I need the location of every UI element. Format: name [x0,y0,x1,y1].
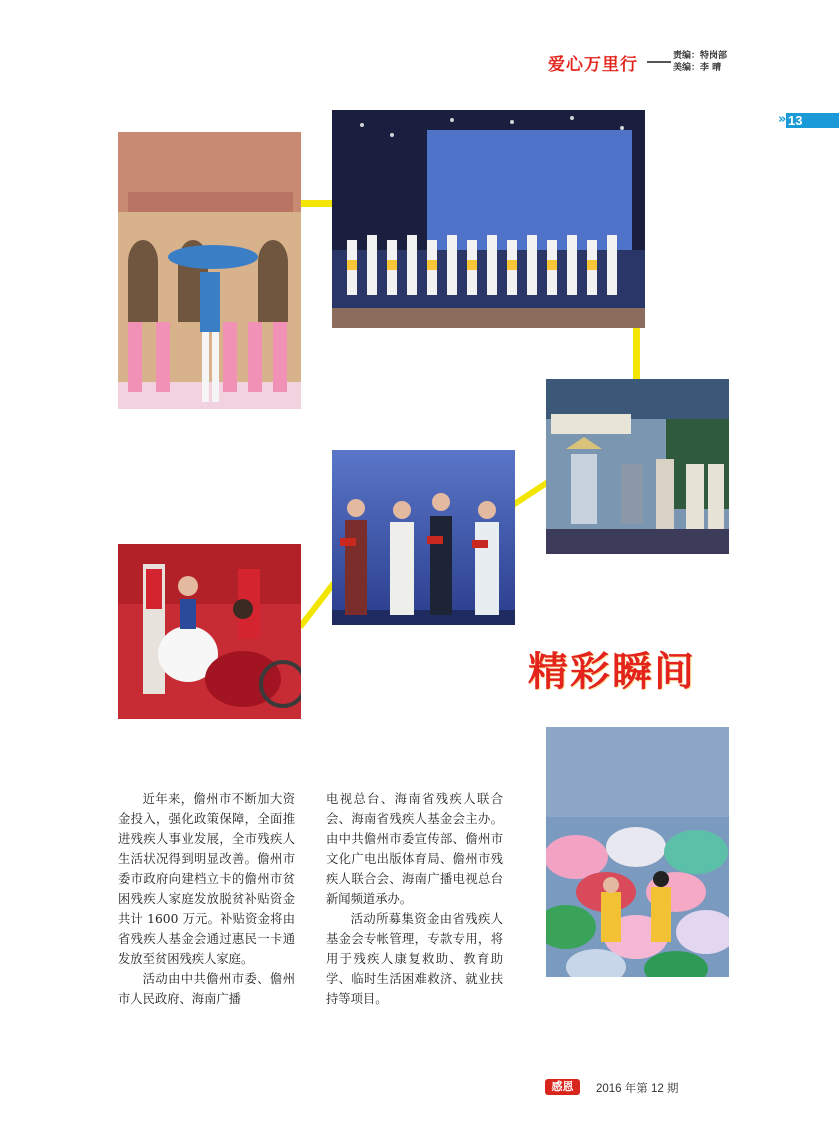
photo-acrobatic-dance [118,132,301,409]
connector-line [300,200,333,207]
page-number-tab [778,113,839,128]
art-editor-name: 李 晴 [700,63,722,73]
article-paragraph: 活动所募集资金由省残疾人基金会专帐管理，专款专用，将用于残疾人康复救助、教育助学、临时生活困难救济、就业扶持等项目。 [326,912,503,1006]
article-column-2 [326,789,503,1009]
art-editor-label: 美编： [673,63,701,73]
photo-stage-group-performance [332,110,645,328]
section-heading: 精彩瞬间 [528,648,696,695]
issue-number: 2016 年第 12 期 [596,1083,679,1095]
header-credits [673,50,727,74]
editor-label: 责编： [673,51,701,61]
chevron-right-icon: » [778,112,787,127]
photo-singers-wheelchair [118,544,301,719]
column-title: 爱心万里行 [548,55,638,75]
photo-street-scene-performance [546,379,729,554]
article-paragraph: 电视总台、海南省残疾人联合会、海南省残疾人基金会主办。由中共儋州市委宣传部、儋州市文化广电出版体育局、儋州市残疾人联合会、海南广播电视总台新闻频道承办。 [326,792,503,906]
article-paragraph: 近年来，儋州市不断加大资金投入，强化政策保障，全面推进残疾人事业发展，全市残疾人生活状况得到明显改善。儋州市委市政府向建档立卡的儋州市贫困残疾人家庭发放脱贫补贴资金共计 1600 万元。补贴资金将由省残疾人基金会通过惠民一卡通发放至贫困残疾人家庭。 [118,792,295,966]
photo-umbrella-performance [546,727,729,977]
connector-line [510,478,550,508]
connector-line [633,327,640,380]
article-paragraph: 活动由中共儋州市委、儋州市人民政府、海南广播 [118,972,295,1006]
photo-hosts-on-stage [332,450,515,625]
editor-name: 特岗部 [700,51,728,61]
header-divider [647,61,671,63]
magazine-logo: 感恩 [545,1079,580,1095]
connector-line [297,580,337,630]
page-number: 13 [788,113,803,128]
article-column-1 [118,789,295,1009]
